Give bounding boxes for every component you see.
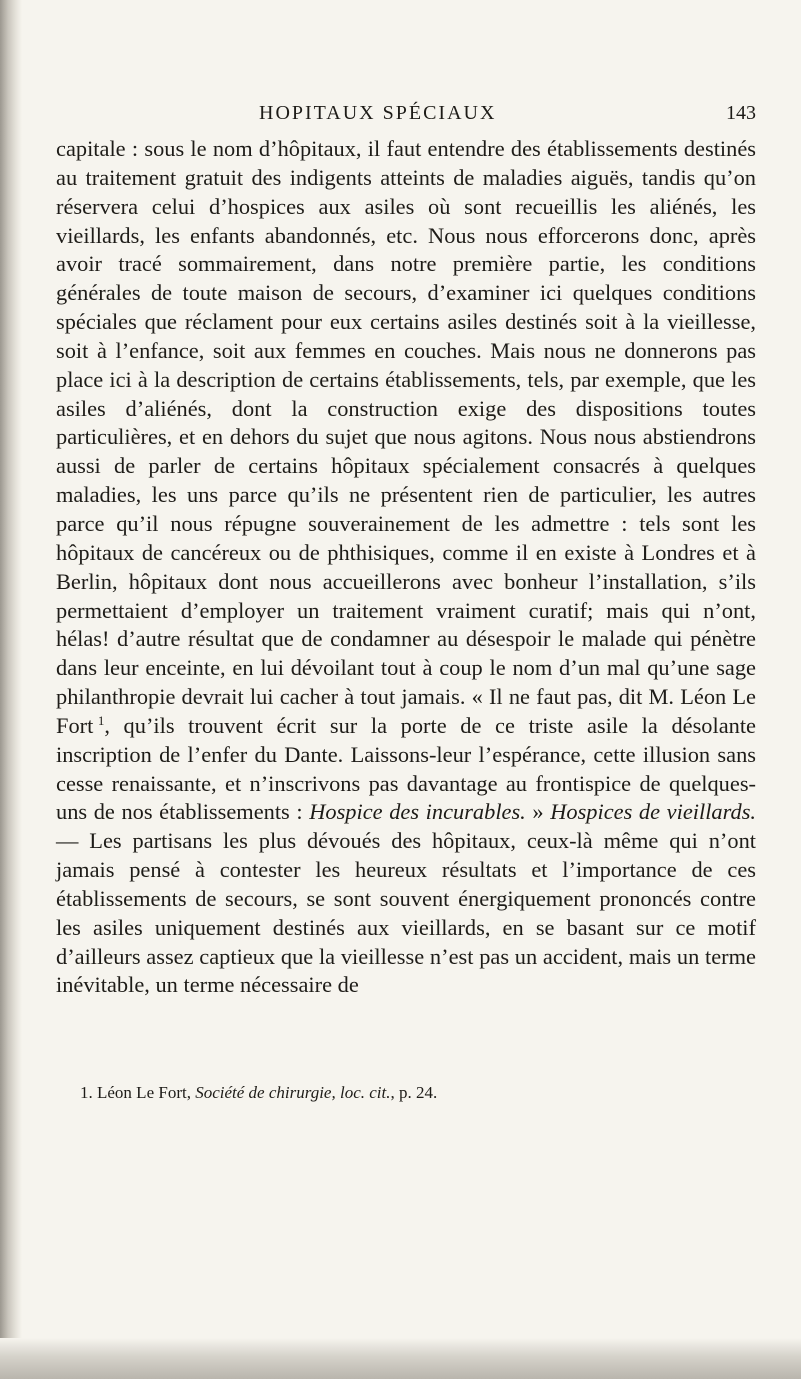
footnote-source: Société de chirurgie, loc. cit. xyxy=(195,1083,391,1102)
body-text-part: — Les partisans les plus dévoués des hôpitaux, ceux-là même qui n’ont jamais pensé à contester les heureux résultats et l’importance de ces établissements de secours, se sont souvent énergiquement prononcés contre les asiles uniquement destinés aux vieillards, en se basant sur ce motif d’ailleurs assez captieux que la vieillesse n’est pas un accident, mais un terme inévitable, un terme nécessaire de xyxy=(56,828,756,998)
running-head: HOPITAUX SPÉCIAUX xyxy=(259,102,497,124)
body-paragraph xyxy=(56,135,756,1000)
page-bottom-shadow xyxy=(0,1338,801,1379)
body-text-part: » xyxy=(525,799,551,825)
italic-heading: Hospices de vieillards. xyxy=(550,799,757,825)
body-text-part: , qu’ils trouvent écrit sur la porte de ce triste asile la désolante inscription de l’enfer du Dante. Laissons-leur l’espérance, cette illusion sans cesse renaissante, et n’inscrivons pas davantage au frontispice de quelques-uns de nos établissements : xyxy=(56,712,756,825)
footnote xyxy=(80,1082,760,1104)
body-text-part: capitale : sous le nom d’hôpitaux, il faut entendre des établissements destinés au traitement gratuit des indigents atteints de maladies aiguës, tandis qu’on réservera celui d’hospices aux asiles où sont recueillis les aliénés, les vieillards, les enfants abandonnés, etc. Nous nous efforcerons donc, après avoir tracé sommairement, dans notre première partie, les conditions générales de toute maison de secours, d’examiner ici quelques conditions spéciales que réclament pour eux certains asiles destinés soit à la vieillesse, soit à l’enfance, soit aux femmes en couches. Mais nous ne donnerons pas place ici à la description de certains établissements, tels, par exemple, que les asiles d’aliénés, dont la construction exige des dispositions toutes particulières, et en dehors du sujet que nous agitons. Nous nous abstiendrons aussi de parler de certains hôpitaux spécialement consacrés à quelques maladies, les uns parce qu’ils ne présentent rien de particulier, les autres parce qu’il nous répugne souverainement de les admettre : tels sont les hôpitaux de cancéreux ou de phthisiques, comme il en existe à Londres et à Berlin, hôpitaux dont nous accueillerons avec bonheur l’installation, s’ils permettaient d’employer un traitement vraiment curatif; mais qui n’ont, hélas! d’autre résultat que de condamner au désespoir le malade qui pénètre dans leur enceinte, en lui dévoilant tout à coup le nom d’un mal qu’une sage philanthropie devrait lui cacher à tout jamais. « Il ne faut pas, dit M. Léon Le Fort xyxy=(56,136,756,738)
page-binding-shadow xyxy=(0,0,22,1379)
page-header xyxy=(56,100,756,128)
page-number: 143 xyxy=(726,102,756,124)
footnote-number: 1. xyxy=(80,1083,93,1102)
footnote-author: Léon Le Fort, xyxy=(92,1083,196,1102)
footnote-reference: 1 xyxy=(97,712,105,728)
footnote-page: , p. 24. xyxy=(390,1083,438,1102)
italic-inscription: Hospice des incurables. xyxy=(309,799,526,825)
